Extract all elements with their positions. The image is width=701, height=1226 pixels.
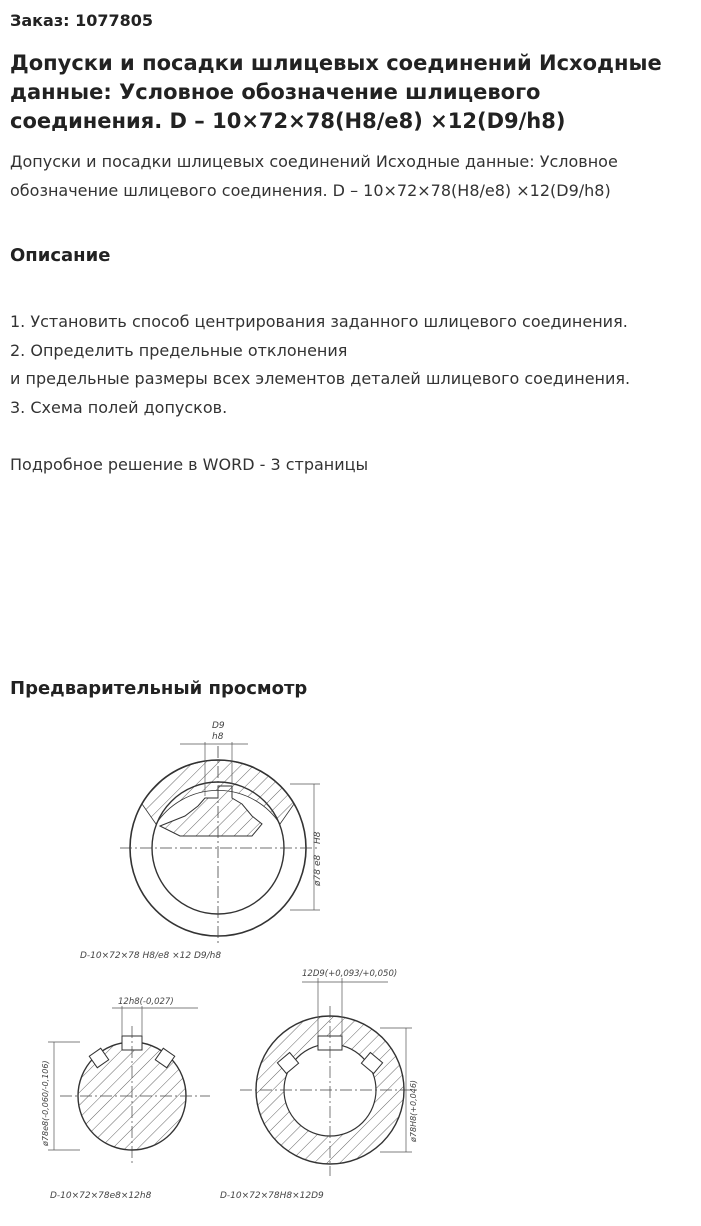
description-line-2: 2. Определить предельные отклонения: [10, 340, 348, 360]
shaft-section: [41, 997, 210, 1201]
shaft-dim-top: 12h8(-0,027): [118, 997, 174, 1007]
description-line-4: 3. Схема полей допусков.: [10, 397, 228, 417]
assembly-top-label-a: D9: [212, 721, 225, 731]
assembly-caption: D-10×72×78 H8/e8 ×12 D9/h8: [80, 951, 222, 961]
description-heading: Описание: [10, 245, 111, 266]
preview-drawing: [20, 706, 440, 1216]
description-body: [10, 308, 690, 479]
page-title: Допуски и посадки шлицевых соединений Исходные данные: Условное обозначение шлицевого соединения. D – 10×72×78(H8/e8) ×12(D9/h8): [10, 51, 662, 133]
description-note: Подробное решение в WORD - 3 страницы: [10, 454, 369, 474]
description-line-1: 1. Установить способ центрирования заданного шлицевого соединения.: [10, 312, 628, 331]
assembly-right-dim-a: H8: [313, 831, 323, 844]
hub-section: [220, 969, 420, 1201]
hub-caption: D-10×72×78H8×12D9: [220, 1191, 324, 1201]
order-number: Заказ: 1077805: [10, 11, 154, 30]
shaft-caption: D-10×72×78e8×12h8: [50, 1191, 152, 1201]
order-summary: Допуски и посадки шлицевых соединений Исходные данные: Условное обозначение шлицевого соединения. D – 10×72×78(H8/e8) ×12(D9/h8): [10, 152, 618, 200]
assembly-right-dim-b: e8: [313, 854, 323, 866]
hub-dim-right: ø78H8(+0,046): [409, 1079, 418, 1142]
shaft-dim-left: ø78e8(-0,060/-0,106): [41, 1060, 50, 1146]
hub-dim-top: 12D9(+0,093/+0,050): [302, 969, 398, 979]
preview-heading: Предварительный просмотр: [10, 678, 308, 699]
assembly-right-dim-c: ø78: [313, 869, 323, 886]
assembly-top-label-b: h8: [212, 732, 224, 742]
description-line-3: и предельные размеры всех элементов деталей шлицевого соединения.: [10, 369, 631, 388]
assembly-section: [80, 721, 323, 961]
